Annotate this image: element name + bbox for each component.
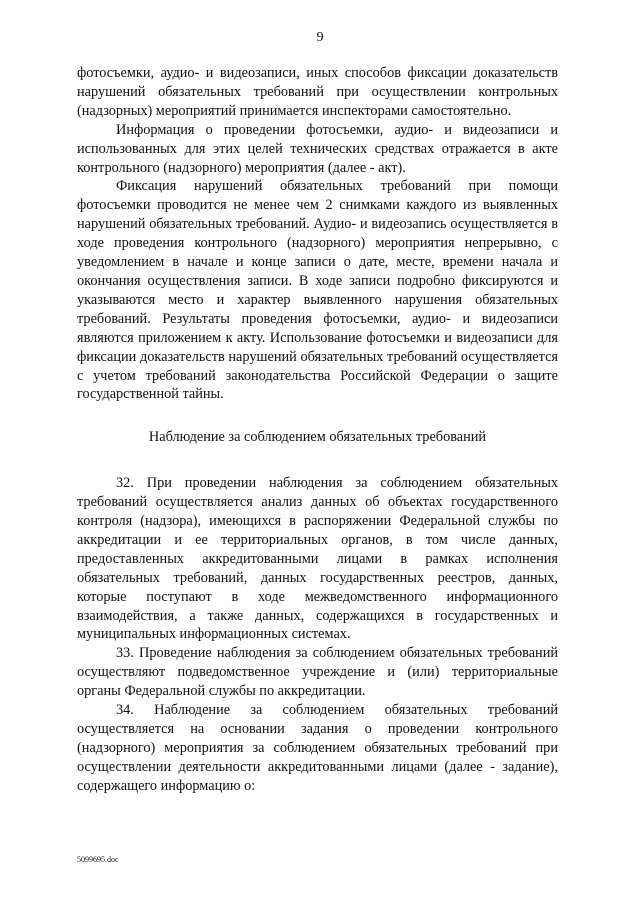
paragraph-continuation: фотосъемки, аудио- и видеозаписи, иных способов фиксации доказательств нарушений обязательных требований при осуществлении контрольных (надзорных) мероприятий принимается инспекторами самостоятельно. xyxy=(77,65,558,119)
file-name-footer: 5099695.doc xyxy=(77,855,119,864)
section-heading: Наблюдение за соблюдением обязательных требований xyxy=(148,429,487,446)
document-body xyxy=(77,64,558,796)
list-item-33: 33. Проведение наблюдения за соблюдением обязательных требований осуществляют подведомственное учреждение и (или) территориальные органы Федеральной службы по аккредитации. xyxy=(77,645,558,700)
paragraph-recording-info: Информация о проведении фотосъемки, аудио- и видеозаписи и использованных для этих целей технических средствах отражается в акте контрольного (надзорного) мероприятия (далее - акт). xyxy=(77,121,558,176)
paragraph-violation-fixation: Фиксация нарушений обязательных требований при помощи фотосъемки проводится не менее чем 2 снимками каждого из выявленных нарушений обязательных требований. Аудио- и видеозапись осуществляется в ходе проведения контрольного (надзорного) мероприятия непрерывно, с уведомлением в начале и конце записи о дате, месте, времени начала и окончания осуществления записи. В ходе записи подробно фиксируются и указываются место и характер выявленного нарушения обязательных требований. Результаты проведения фотосъемки, аудио- и видеозаписи являются приложением к акту. Использование фотосъемки и видеозаписи для фиксации доказательств нарушений обязательных требований осуществляется с учетом требований законодательства Российской Федерации о защите государственной тайны. xyxy=(77,178,558,403)
list-item-34: 34. Наблюдение за соблюдением обязательных требований осуществляется на основании задания о проведении контрольного (надзорного) мероприятия за соблюдением обязательных требований при осуществлении деятельности аккредитованными лицами (далее - задание), содержащего информацию о: xyxy=(77,702,558,794)
page-number: 9 xyxy=(316,30,324,45)
list-item-32: 32. При проведении наблюдения за соблюдением обязательных требований осуществляется анализ данных об объектах государственного контроля (надзора), имеющихся в распоряжении Федеральной службы по аккредитации и ее территориальных органов, в том числе данных, предоставленных аккредитованными лицами в рамках исполнения обязательных требований, данных государственных реестров, данных, которые поступают в ходе межведомственного информационного взаимодействия, а также данных, содержащихся в государственных и муниципальных информационных системах. xyxy=(77,475,558,643)
